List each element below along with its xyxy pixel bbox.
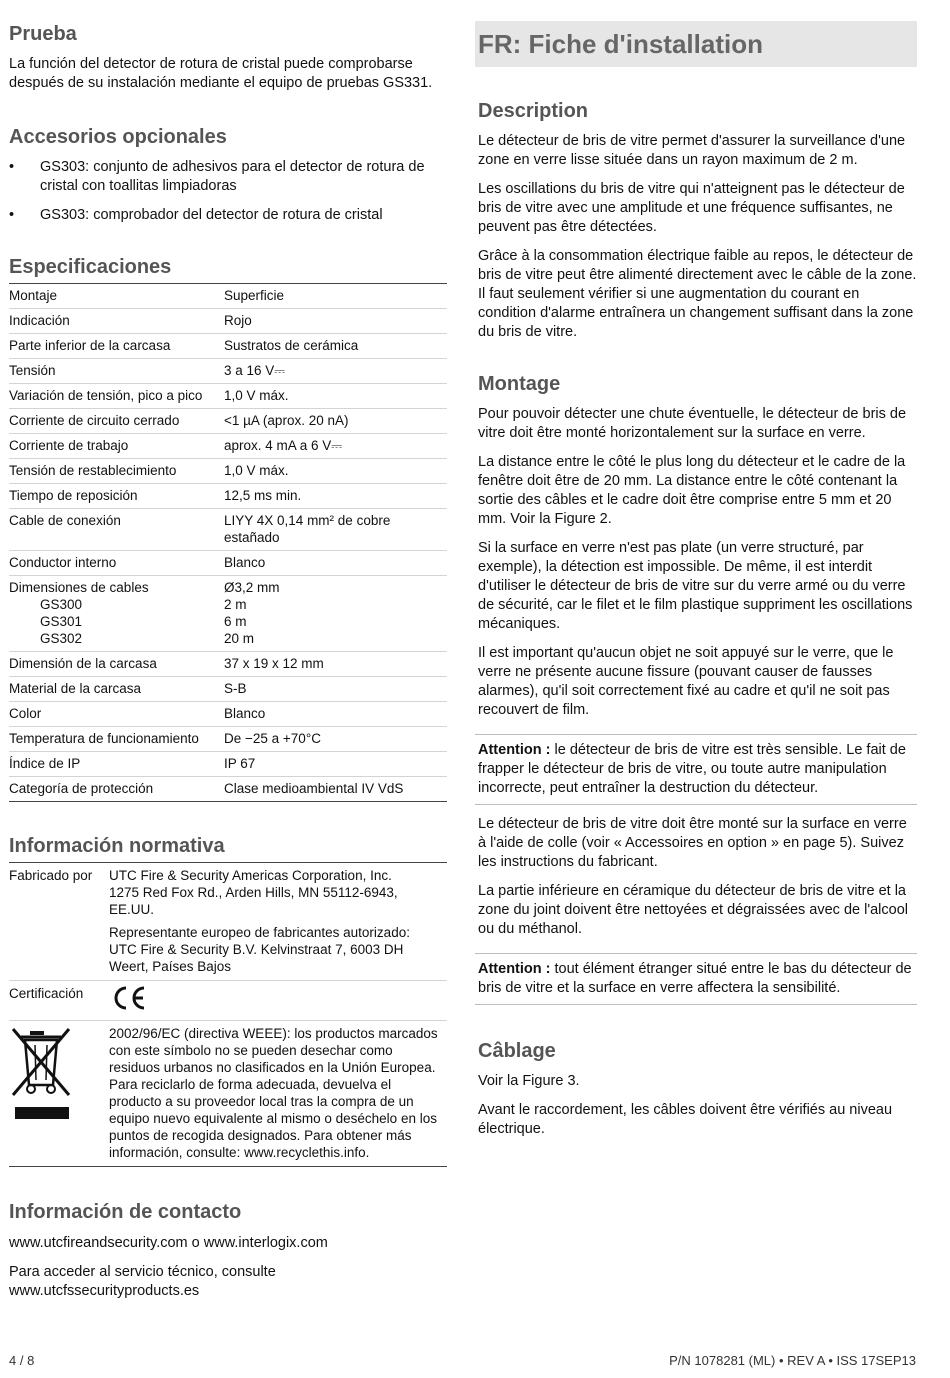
montage-paragraph: Pour pouvoir détecter une chute éventuelle, le détecteur de bris de vitre doit être monté horizontalement sur la surface en verre. xyxy=(478,406,907,441)
spec-label xyxy=(9,576,224,652)
spec-label: Montaje xyxy=(9,284,224,309)
spec-label: Material de la carcasa xyxy=(9,677,224,702)
weee-bin-icon xyxy=(9,1025,75,1125)
banner-title: FR: Fiche d'installation xyxy=(478,29,763,59)
weee-text: 2002/96/EC (directiva WEEE): los productos marcados con este símbolo no se pueden desechar como residuos urbanos no clasificados en la Unión Europea. Para reciclarlo de forma adecuada, devuelva el producto a su proveedor local tras la compra de un equipo nuevo equivalente al mismo o deséchelo en los puntos de recogida designados. Para obtener más información, consulte: www.recyclethis.info. xyxy=(109,1026,438,1160)
attention-note xyxy=(475,734,917,805)
table-row xyxy=(9,752,447,777)
table-row xyxy=(9,727,447,752)
attention-label: Attention : xyxy=(478,961,551,977)
montage-paragraph: Le détecteur de bris de vitre doit être monté sur la surface en verre à l'aide de colle (voir « Accessoires en option » en page 5). Suivez les instructions du fabricant. xyxy=(478,816,907,870)
table-row xyxy=(9,509,447,551)
spec-label: Cable de conexión xyxy=(9,509,224,551)
section-title-accesorios: Accesorios opcionales xyxy=(9,126,227,148)
cablage-body xyxy=(475,1072,917,1139)
montage-paragraph: La distance entre le côté le plus long du détecteur et le cadre de la fenêtre doit être de 20 mm. La distance entre le côté contenant la sortie des câbles et le cadre doit être comprise entre 5 mm et 20 mm. Voir la Figure 2. xyxy=(478,454,906,527)
montage-paragraph: Il est important qu'aucun objet ne soit appuyé sur le verre, que le verre ne présente aucune fissure (pouvant causer de fausses alarmes), qu'il soit correctement fixé au cadre et qu'il ne soit pas recouvert de film. xyxy=(478,645,894,718)
cable-model: GS301 xyxy=(40,614,83,629)
montage-paragraph: La partie inférieure en céramique du détecteur de bris de vitre et la zone du joint doivent être nettoyées et dégraissées avec de l'alcool ou du méthanol. xyxy=(478,883,908,937)
cable-model: GS300 xyxy=(40,597,83,612)
page-number: 4 / 8 xyxy=(9,1353,35,1368)
section-title-description: Description xyxy=(478,100,589,122)
spec-label: Dimensión de la carcasa xyxy=(9,652,224,677)
spec-label: Temperatura de funcionamiento xyxy=(9,727,224,752)
table-row xyxy=(9,459,447,484)
section-title-normativa: Información normativa xyxy=(9,835,225,857)
spec-value: Rojo xyxy=(224,309,447,334)
table-row xyxy=(9,384,447,409)
cables-diameter: Ø3,2 mm xyxy=(224,580,280,595)
spec-label: Parte inferior de la carcasa xyxy=(9,334,224,359)
table-row xyxy=(9,863,447,981)
spec-label: Tensión xyxy=(9,359,224,384)
right-column xyxy=(475,0,917,1149)
spec-value: Blanco xyxy=(224,702,447,727)
attention-label: Attention : xyxy=(478,742,551,758)
cable-length: 6 m xyxy=(224,614,247,629)
document-reference: P/N 1078281 (ML) • REV A • ISS 17SEP13 xyxy=(669,1353,916,1368)
montage-paragraph: Si la surface en verre n'est pas plate (un verre structuré, par exemple), la détection est impossible. De même, il est interdit d'utiliser le détecteur de bris de vitre sur du verre armé ou du verre de sécurité, car le filet et le film plastique suppriment les oscillations mécaniques. xyxy=(478,540,913,632)
description-paragraph: Grâce à la consommation électrique faible au repos, le détecteur de bris de vitre peut être alimenté directement avec le câble de la zone. Il faut seulement vérifier si une augmentation du courant en condition d'alarme entraînera un changement suffisant dans la zone du bris de vitre. xyxy=(478,248,917,340)
table-row xyxy=(9,777,447,802)
spec-value: Superficie xyxy=(224,284,447,309)
attention-text: le détecteur de bris de vitre est très sensible. Le fait de frapper le détecteur de bris de vitre, ou toute autre manipulation incorrecte, peut entraîner la destruction du détecteur. xyxy=(478,742,906,796)
section-banner xyxy=(475,21,917,67)
spec-value: 1,0 V máx. xyxy=(224,459,447,484)
cable-model: GS302 xyxy=(40,631,83,646)
spec-value: <1 µA (aprox. 20 nA) xyxy=(224,409,447,434)
spec-label: Tiempo de reposición xyxy=(9,484,224,509)
spec-label: Tensión de restablecimiento xyxy=(9,459,224,484)
spec-value: LIYY 4X 0,14 mm² de cobre estañado xyxy=(224,509,447,551)
description-body xyxy=(475,132,917,342)
table-row xyxy=(9,652,447,677)
spec-table xyxy=(9,283,447,802)
section-title-prueba: Prueba xyxy=(9,23,77,45)
table-row xyxy=(9,702,447,727)
eu-representative: Representante europeo de fabricantes autorizado: UTC Fire & Security B.V. Kelvinstraat 7, 6003 DH Weert, Países Bajos xyxy=(109,925,410,974)
cables-label: Dimensiones de cables xyxy=(9,580,149,595)
spec-label: Color xyxy=(9,702,224,727)
left-column xyxy=(9,0,447,1301)
attention-text: tout élément étranger situé entre le bas du détecteur de bris de vitre et la surface en verre affectera la sensibilité. xyxy=(478,961,912,996)
spec-label: Conductor interno xyxy=(9,551,224,576)
spec-value: Sustratos de cerámica xyxy=(224,334,447,359)
spec-value: 3 a 16 V⎓ xyxy=(224,359,447,384)
table-row xyxy=(9,309,447,334)
table-row xyxy=(9,334,447,359)
section-title-montage: Montage xyxy=(478,373,561,395)
prueba-text: La función del detector de rotura de cristal puede comprobarse después de su instalación mediante el equipo de pruebas GS331. xyxy=(9,56,433,91)
contact-websites: www.utcfireandsecurity.com o www.interlogix.com xyxy=(9,1235,328,1251)
attention-note xyxy=(475,953,917,1005)
table-row xyxy=(9,409,447,434)
spec-label: Índice de IP xyxy=(9,752,224,777)
spec-value: aprox. 4 mA a 6 V⎓ xyxy=(224,434,447,459)
table-row xyxy=(9,677,447,702)
table-row xyxy=(9,1021,447,1167)
contact-support: Para acceder al servicio técnico, consulte www.utcfssecurityproducts.es xyxy=(9,1264,276,1299)
spec-value: 37 x 19 x 12 mm xyxy=(224,652,447,677)
spec-value: 12,5 ms min. xyxy=(224,484,447,509)
ce-mark-icon xyxy=(109,985,149,1011)
spec-value: S-B xyxy=(224,677,447,702)
spec-label: Corriente de circuito cerrado xyxy=(9,409,224,434)
montage-body-2 xyxy=(475,815,917,939)
manufacturer-label: Fabricado por xyxy=(9,863,109,981)
cablage-paragraph: Avant le raccordement, les câbles doivent être vérifiés au niveau électrique. xyxy=(478,1102,893,1137)
certification-value xyxy=(109,981,447,1021)
manufacturer-value xyxy=(109,863,447,981)
spec-value xyxy=(224,576,447,652)
accesorios-list xyxy=(9,158,447,225)
table-row xyxy=(9,284,447,309)
table-row xyxy=(9,576,447,652)
spec-label: Categoría de protección xyxy=(9,781,154,796)
cable-length: 2 m xyxy=(224,597,247,612)
spec-value: IP 67 xyxy=(224,752,447,777)
table-row xyxy=(9,981,447,1021)
spec-label: Variación de tensión, pico a pico xyxy=(9,384,224,409)
spec-value: 1,0 V máx. xyxy=(224,384,447,409)
spec-value: De −25 a +70°C xyxy=(224,727,447,752)
list-item: • GS303: conjunto de adhesivos para el detector de rotura de cristal con toallitas limpiadoras xyxy=(9,158,447,196)
spec-value: Clase medioambiental IV VdS xyxy=(224,781,404,796)
section-title-contacto: Información de contacto xyxy=(9,1201,242,1223)
table-row xyxy=(9,484,447,509)
cable-length: 20 m xyxy=(224,631,255,646)
description-paragraph: Les oscillations du bris de vitre qui n'atteignent pas le détecteur de bris de vitre avec une amplitude et une fréquence suffisantes, ne peuvent pas être détectées. xyxy=(478,181,905,235)
weee-symbol-cell xyxy=(9,1021,109,1167)
table-row xyxy=(9,551,447,576)
cablage-paragraph: Voir la Figure 3. xyxy=(478,1073,580,1089)
table-row xyxy=(9,434,447,459)
list-item: • GS303: comprobador del detector de rotura de cristal xyxy=(9,206,447,225)
manufacturer-address: UTC Fire & Security Americas Corporation, Inc. 1275 Red Fox Rd., Arden Hills, MN 55112-6943, EE.UU. xyxy=(109,868,398,917)
spec-label: Indicación xyxy=(9,309,224,334)
regulatory-table xyxy=(9,862,447,1167)
table-row xyxy=(9,359,447,384)
certification-label: Certificación xyxy=(9,981,109,1021)
description-paragraph: Le détecteur de bris de vitre permet d'assurer la surveillance d'une zone en verre lisse située dans un rayon maximum de 2 m. xyxy=(478,133,906,168)
spec-value: Blanco xyxy=(224,551,447,576)
section-title-cablage: Câblage xyxy=(478,1040,556,1062)
montage-body xyxy=(475,405,917,720)
spec-label: Corriente de trabajo xyxy=(9,434,224,459)
section-title-especificaciones: Especificaciones xyxy=(9,256,172,278)
